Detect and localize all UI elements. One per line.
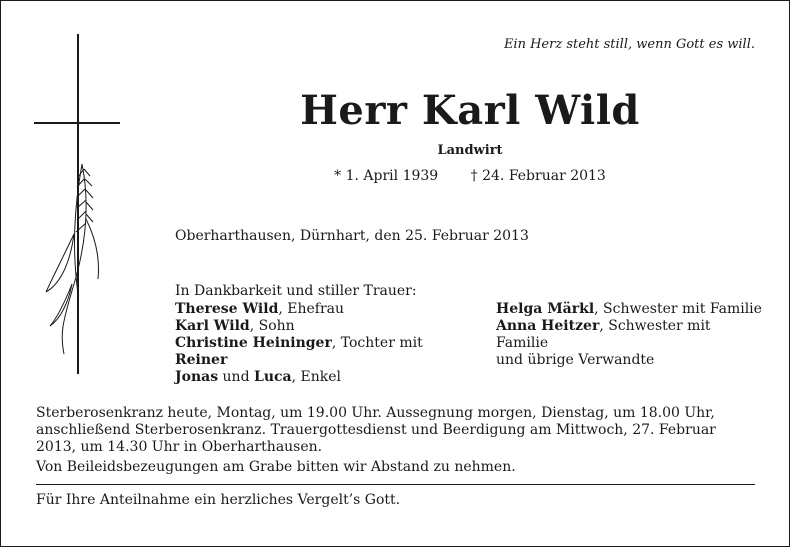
mourner-line: und übrige Verwandte	[496, 352, 655, 368]
mourner-line: Anna Heitzer, Schwester mit Familie	[496, 318, 711, 351]
cross-with-wheat-icon	[34, 34, 124, 374]
motto: Ein Herz steht still, wenn Gott es will.	[503, 37, 755, 52]
divider	[36, 484, 755, 485]
mourner-line: Helga Märkl, Schwester mit Familie	[496, 301, 762, 317]
mourner-line: Christine Heininger, Tochter mit Reiner	[175, 335, 423, 368]
mourning-intro: In Dankbarkeit und stiller Trauer:	[175, 283, 417, 299]
mourner-line: Jonas und Luca, Enkel	[175, 369, 342, 385]
deceased-name: Herr Karl Wild	[300, 87, 640, 134]
occupation: Landwirt	[437, 143, 503, 158]
condolence-note: Von Beileidsbezeugungen am Grabe bitten wir Abstand zu nehmen.	[36, 459, 516, 475]
place-date: Oberharthausen, Dürnhart, den 25. Februar 2013	[175, 228, 529, 244]
mourner-line: Therese Wild, Ehefrau	[175, 301, 345, 317]
thanks-text: Für Ihre Anteilnahme ein herzliches Vergelt’s Gott.	[36, 492, 401, 508]
mourner-line: Karl Wild, Sohn	[175, 318, 295, 334]
life-dates	[1, 168, 789, 184]
mourners-left	[175, 301, 475, 386]
mourners-right	[496, 301, 766, 369]
services-text: Sterberosenkranz heute, Montag, um 19.00 Uhr. Aussegnung morgen, Dienstag, um 18.00 Uhr, anschließend Sterberosenkranz. Trauergottesdienst und Beerdigung am Mittwoch, 27. Februar 2013, um 14.30 Uhr in Oberharthausen.	[36, 405, 716, 455]
death-date: † 24. Februar 2013	[470, 168, 606, 184]
birth-date: * 1. April 1939	[334, 168, 439, 184]
